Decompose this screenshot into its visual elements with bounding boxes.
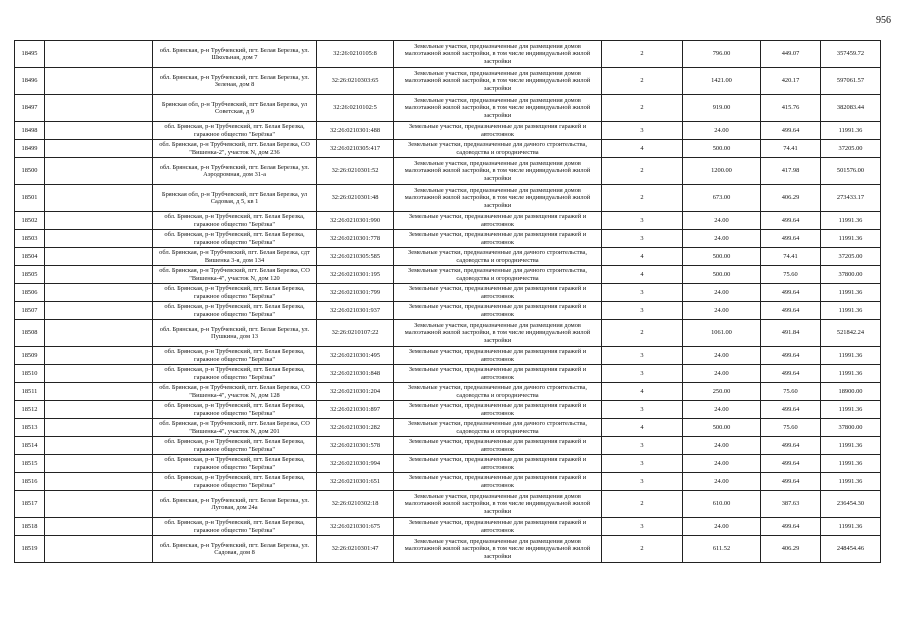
table-row [15,536,881,563]
table-row [15,248,881,266]
cadastral-number-cell: 32:26:0210301:495 [317,347,394,365]
area-cell: 1200.00 [683,158,761,185]
rate-cell: 75.60 [761,266,821,284]
land-use-cell: Земельные участки, предназначенные для размещения гаражей и автостоянок [394,284,602,302]
row-number: 18514 [15,437,45,455]
cadastral-value-cell: 11991.36 [821,455,881,473]
cadastral-number-cell: 32:26:0210301:578 [317,437,394,455]
address-cell: обл. Брянская, р-н Трубчевский, пгт. Белая Березка, гаражное общество "Берёзка" [153,230,317,248]
cadastral-number-cell: 32:26:0210302:18 [317,491,394,518]
address-cell: обл. Брянская, р-н Трубчевский, пгт. Белая Березка, СО "Вишенка-4", участок N, дом 201 [153,419,317,437]
group-cell: 2 [602,68,683,95]
row-number: 18496 [15,68,45,95]
group-cell: 3 [602,455,683,473]
area-cell: 24.00 [683,401,761,419]
rate-cell: 499.64 [761,518,821,536]
cadastral-number-cell: 32:26:0210301:897 [317,401,394,419]
address-cell: обл. Брянская, р-н Трубчевский, пгт. Белая Березка, гаражное общество "Берёзка" [153,122,317,140]
table-row [15,401,881,419]
area-cell: 24.00 [683,473,761,491]
group-cell: 3 [602,284,683,302]
row-number: 18507 [15,302,45,320]
cadastral-value-cell: 11991.36 [821,437,881,455]
spacer-cell [45,95,153,122]
cadastral-number-cell: 32:26:0210301:48 [317,185,394,212]
row-number: 18506 [15,284,45,302]
land-use-cell: Земельные участки, предназначенные для размещения домов малоэтажной жилой застройки, в том числе индивидуальной жилой застройки [394,491,602,518]
group-cell: 2 [602,41,683,68]
cadastral-value-cell: 37205.00 [821,140,881,158]
cadastral-value-cell: 521842.24 [821,320,881,347]
cadastral-number-cell: 32:26:0210301:488 [317,122,394,140]
cadastral-value-cell: 11991.36 [821,284,881,302]
cadastral-value-cell: 11991.36 [821,302,881,320]
row-number: 18499 [15,140,45,158]
area-cell: 500.00 [683,266,761,284]
table-row [15,185,881,212]
row-number: 18502 [15,212,45,230]
address-cell: обл. Брянская, р-н Трубчевский, пгт. Белая Березка, ул. Садовая, дом 8 [153,536,317,563]
spacer-cell [45,437,153,455]
group-cell: 4 [602,266,683,284]
table-row [15,491,881,518]
group-cell: 3 [602,437,683,455]
cadastral-number-cell: 32:26:0210301:52 [317,158,394,185]
land-use-cell: Земельные участки, предназначенные для размещения гаражей и автостоянок [394,347,602,365]
group-cell: 3 [602,122,683,140]
row-number: 18503 [15,230,45,248]
cadastral-number-cell: 32:26:0210303:65 [317,68,394,95]
rate-cell: 499.64 [761,401,821,419]
group-cell: 2 [602,491,683,518]
land-use-cell: Земельные участки, предназначенные для размещения домов малоэтажной жилой застройки, в том числе индивидуальной жилой застройки [394,158,602,185]
land-use-cell: Земельные участки, предназначенные для размещения домов малоэтажной жилой застройки, в том числе индивидуальной жилой застройки [394,41,602,68]
cadastral-value-cell: 11991.36 [821,230,881,248]
cadastral-value-cell: 236454.30 [821,491,881,518]
spacer-cell [45,518,153,536]
area-cell: 500.00 [683,248,761,266]
group-cell: 4 [602,248,683,266]
land-registry-table [14,40,881,563]
rate-cell: 499.64 [761,230,821,248]
land-use-cell: Земельные участки, предназначенные для размещения домов малоэтажной жилой застройки, в том числе индивидуальной жилой застройки [394,68,602,95]
spacer-cell [45,212,153,230]
rate-cell: 75.60 [761,383,821,401]
area-cell: 24.00 [683,518,761,536]
group-cell: 3 [602,473,683,491]
rate-cell: 499.64 [761,284,821,302]
rate-cell: 406.29 [761,185,821,212]
table-row [15,320,881,347]
row-number: 18512 [15,401,45,419]
land-use-cell: Земельные участки, предназначенные для размещения домов малоэтажной жилой застройки, в том числе индивидуальной жилой застройки [394,185,602,212]
land-use-cell: Земельные участки, предназначенные для размещения гаражей и автостоянок [394,455,602,473]
area-cell: 500.00 [683,419,761,437]
address-cell: обл. Брянская, р-н Трубчевский, пгт. Белая Березка, гаражное общество "Берёзка" [153,473,317,491]
cadastral-number-cell: 32:26:0210301:994 [317,455,394,473]
cadastral-value-cell: 273433.17 [821,185,881,212]
row-number: 18509 [15,347,45,365]
rate-cell: 75.60 [761,419,821,437]
address-cell: Брянская обл, р-н Трубчевский, пгт Белая Березка, ул Садовая, д 5, кв 1 [153,185,317,212]
address-cell: обл. Брянская, р-н Трубчевский, пгт. Белая Березка, ул. Луговая, дом 24а [153,491,317,518]
land-use-cell: Земельные участки, предназначенные для размещения гаражей и автостоянок [394,473,602,491]
spacer-cell [45,158,153,185]
cadastral-value-cell: 11991.36 [821,518,881,536]
table-row [15,158,881,185]
land-use-cell: Земельные участки, предназначенные для дачного строительства, садоводства и огородничества [394,140,602,158]
cadastral-value-cell: 248454.46 [821,536,881,563]
group-cell: 2 [602,95,683,122]
area-cell: 24.00 [683,437,761,455]
rate-cell: 406.29 [761,536,821,563]
cadastral-value-cell: 11991.36 [821,122,881,140]
group-cell: 3 [602,518,683,536]
area-cell: 24.00 [683,284,761,302]
row-number: 18515 [15,455,45,473]
group-cell: 4 [602,419,683,437]
spacer-cell [45,248,153,266]
table-row [15,212,881,230]
cadastral-number-cell: 32:26:0210105:8 [317,41,394,68]
group-cell: 3 [602,365,683,383]
table-row [15,140,881,158]
table-body [15,41,881,563]
address-cell: обл. Брянская, р-н Трубчевский, пгт. Белая Березка, гаражное общество "Берёзка" [153,437,317,455]
cadastral-number-cell: 32:26:0210301:651 [317,473,394,491]
rate-cell: 415.76 [761,95,821,122]
row-number: 18516 [15,473,45,491]
table-row [15,41,881,68]
group-cell: 2 [602,158,683,185]
row-number: 18504 [15,248,45,266]
cadastral-value-cell: 11991.36 [821,347,881,365]
spacer-cell [45,347,153,365]
group-cell: 3 [602,230,683,248]
row-number: 18510 [15,365,45,383]
area-cell: 24.00 [683,455,761,473]
table-row [15,266,881,284]
table-row [15,347,881,365]
area-cell: 250.00 [683,383,761,401]
table-row [15,302,881,320]
table-row [15,95,881,122]
cadastral-value-cell: 597061.57 [821,68,881,95]
row-number: 18495 [15,41,45,68]
rate-cell: 74.41 [761,140,821,158]
land-use-cell: Земельные участки, предназначенные для размещения гаражей и автостоянок [394,401,602,419]
area-cell: 796.00 [683,41,761,68]
spacer-cell [45,302,153,320]
spacer-cell [45,473,153,491]
land-use-cell: Земельные участки, предназначенные для размещения гаражей и автостоянок [394,302,602,320]
land-use-cell: Земельные участки, предназначенные для размещения домов малоэтажной жилой застройки, в том числе индивидуальной жилой застройки [394,536,602,563]
cadastral-value-cell: 11991.36 [821,473,881,491]
group-cell: 3 [602,401,683,419]
address-cell: обл. Брянская, р-н Трубчевский, пгт. Белая Березка, ул. Школьная, дом 7 [153,41,317,68]
land-use-cell: Земельные участки, предназначенные для дачного строительства, садоводства и огородничества [394,419,602,437]
spacer-cell [45,320,153,347]
address-cell: обл. Брянская, р-н Трубчевский, пгт. Белая Березка, ул. Зеленая, дом 8 [153,68,317,95]
table-row [15,473,881,491]
table-row [15,68,881,95]
rate-cell: 499.64 [761,473,821,491]
cadastral-value-cell: 37800.00 [821,419,881,437]
group-cell: 3 [602,212,683,230]
rate-cell: 417.98 [761,158,821,185]
cadastral-number-cell: 32:26:0210301:799 [317,284,394,302]
rate-cell: 491.84 [761,320,821,347]
cadastral-value-cell: 37800.00 [821,266,881,284]
table-row [15,455,881,473]
row-number: 18500 [15,158,45,185]
rate-cell: 420.17 [761,68,821,95]
cadastral-value-cell: 357459.72 [821,41,881,68]
spacer-cell [45,266,153,284]
land-use-cell: Земельные участки, предназначенные для размещения гаражей и автостоянок [394,437,602,455]
area-cell: 1421.00 [683,68,761,95]
cadastral-value-cell: 18900.00 [821,383,881,401]
area-cell: 24.00 [683,302,761,320]
row-number: 18519 [15,536,45,563]
spacer-cell [45,230,153,248]
group-cell: 2 [602,185,683,212]
address-cell: обл. Брянская, р-н Трубчевский, пгт. Белая Березка, ул. Аэродромная, дом 31-а [153,158,317,185]
rate-cell: 499.64 [761,437,821,455]
table-row [15,230,881,248]
group-cell: 4 [602,383,683,401]
land-use-cell: Земельные участки, предназначенные для размещения домов малоэтажной жилой застройки, в том числе индивидуальной жилой застройки [394,320,602,347]
address-cell: обл. Брянская, р-н Трубчевский, пгт. Белая Березка, СО "Вишенка-4", участок N, дом 120 [153,266,317,284]
cadastral-value-cell: 37205.00 [821,248,881,266]
land-use-cell: Земельные участки, предназначенные для дачного строительства, садоводства и огородничества [394,383,602,401]
address-cell: обл. Брянская, р-н Трубчевский, пгт. Белая Березка, СО "Вишенка-2", участок N, дом 236 [153,140,317,158]
spacer-cell [45,365,153,383]
cadastral-number-cell: 32:26:0210301:778 [317,230,394,248]
rate-cell: 387.63 [761,491,821,518]
area-cell: 611.52 [683,536,761,563]
address-cell: обл. Брянская, р-н Трубчевский, пгт. Белая Березка, гаражное общество "Берёзка" [153,347,317,365]
address-cell: обл. Брянская, р-н Трубчевский, пгт. Белая Березка, гаражное общество "Берёзка" [153,455,317,473]
table-row [15,437,881,455]
table-row [15,383,881,401]
cadastral-number-cell: 32:26:0210301:848 [317,365,394,383]
area-cell: 673.00 [683,185,761,212]
area-cell: 24.00 [683,365,761,383]
spacer-cell [45,383,153,401]
rate-cell: 499.64 [761,212,821,230]
row-number: 18505 [15,266,45,284]
spacer-cell [45,284,153,302]
cadastral-number-cell: 32:26:0210301:675 [317,518,394,536]
address-cell: обл. Брянская, р-н Трубчевский, пгт. Белая Березка, гаражное общество "Берёзка" [153,365,317,383]
row-number: 18508 [15,320,45,347]
cadastral-number-cell: 32:26:0210301:195 [317,266,394,284]
page-number: 956 [876,15,891,26]
area-cell: 24.00 [683,347,761,365]
group-cell: 3 [602,302,683,320]
cadastral-number-cell: 32:26:0210301:47 [317,536,394,563]
cadastral-number-cell: 32:26:0210305:585 [317,248,394,266]
cadastral-number-cell: 32:26:0210301:282 [317,419,394,437]
cadastral-number-cell: 32:26:0210301:204 [317,383,394,401]
table-row [15,419,881,437]
group-cell: 2 [602,320,683,347]
spacer-cell [45,491,153,518]
row-number: 18518 [15,518,45,536]
row-number: 18517 [15,491,45,518]
rate-cell: 74.41 [761,248,821,266]
table-row [15,122,881,140]
spacer-cell [45,140,153,158]
area-cell: 24.00 [683,122,761,140]
table-row [15,284,881,302]
rate-cell: 499.64 [761,365,821,383]
group-cell: 4 [602,140,683,158]
group-cell: 2 [602,536,683,563]
land-use-cell: Земельные участки, предназначенные для дачного строительства, садоводства и огородничества [394,248,602,266]
spacer-cell [45,41,153,68]
row-number: 18501 [15,185,45,212]
land-use-cell: Земельные участки, предназначенные для размещения гаражей и автостоянок [394,230,602,248]
address-cell: обл. Брянская, р-н Трубчевский, пгт. Белая Березка, гаражное общество "Берёзка" [153,284,317,302]
row-number: 18498 [15,122,45,140]
spacer-cell [45,68,153,95]
address-cell: обл. Брянская, р-н Трубчевский, пгт. Белая Березка, гаражное общество "Берёзка" [153,302,317,320]
land-use-cell: Земельные участки, предназначенные для размещения гаражей и автостоянок [394,365,602,383]
area-cell: 919.00 [683,95,761,122]
spacer-cell [45,419,153,437]
cadastral-number-cell: 32:26:0210107:22 [317,320,394,347]
area-cell: 24.00 [683,230,761,248]
rate-cell: 499.64 [761,347,821,365]
cadastral-value-cell: 11991.36 [821,212,881,230]
cadastral-number-cell: 32:26:0210301:990 [317,212,394,230]
address-cell: Брянская обл, р-н Трубчевский, пгт Белая Березка, ул Советская, д 9 [153,95,317,122]
address-cell: обл. Брянская, р-н Трубчевский, пгт. Белая Березка, гаражное общество "Берёзка" [153,518,317,536]
rate-cell: 499.64 [761,302,821,320]
land-use-cell: Земельные участки, предназначенные для дачного строительства, садоводства и огородничества [394,266,602,284]
area-cell: 24.00 [683,212,761,230]
cadastral-value-cell: 11991.36 [821,401,881,419]
address-cell: обл. Брянская, р-н Трубчевский, пгт. Белая Березка, гаражное общество "Берёзка" [153,212,317,230]
address-cell: обл. Брянская, р-н Трубчевский, пгт. Белая Березка, сдт Вишенка 3-я, дом 134 [153,248,317,266]
cadastral-value-cell: 11991.36 [821,365,881,383]
address-cell: обл. Брянская, р-н Трубчевский, пгт. Белая Березка, СО "Вишенка-4", участок N, дом 128 [153,383,317,401]
cadastral-value-cell: 382083.44 [821,95,881,122]
land-use-cell: Земельные участки, предназначенные для размещения гаражей и автостоянок [394,518,602,536]
area-cell: 1061.00 [683,320,761,347]
rate-cell: 499.64 [761,122,821,140]
land-use-cell: Земельные участки, предназначенные для размещения гаражей и автостоянок [394,122,602,140]
area-cell: 500.00 [683,140,761,158]
row-number: 18513 [15,419,45,437]
cadastral-number-cell: 32:26:0210305:417 [317,140,394,158]
address-cell: обл. Брянская, р-н Трубчевский, пгт. Белая Березка, гаражное общество "Берёзка" [153,401,317,419]
land-use-cell: Земельные участки, предназначенные для размещения домов малоэтажной жилой застройки, в том числе индивидуальной жилой застройки [394,95,602,122]
cadastral-number-cell: 32:26:0210102:5 [317,95,394,122]
rate-cell: 499.64 [761,455,821,473]
cadastral-number-cell: 32:26:0210301:937 [317,302,394,320]
spacer-cell [45,122,153,140]
group-cell: 3 [602,347,683,365]
land-use-cell: Земельные участки, предназначенные для размещения гаражей и автостоянок [394,212,602,230]
cadastral-value-cell: 501576.00 [821,158,881,185]
row-number: 18497 [15,95,45,122]
spacer-cell [45,455,153,473]
row-number: 18511 [15,383,45,401]
rate-cell: 449.07 [761,41,821,68]
table-row [15,518,881,536]
spacer-cell [45,536,153,563]
spacer-cell [45,185,153,212]
area-cell: 610.00 [683,491,761,518]
table-row [15,365,881,383]
spacer-cell [45,401,153,419]
address-cell: обл. Брянская, р-н Трубчевский, пгт. Белая Березка, ул. Пушкина, дом 13 [153,320,317,347]
